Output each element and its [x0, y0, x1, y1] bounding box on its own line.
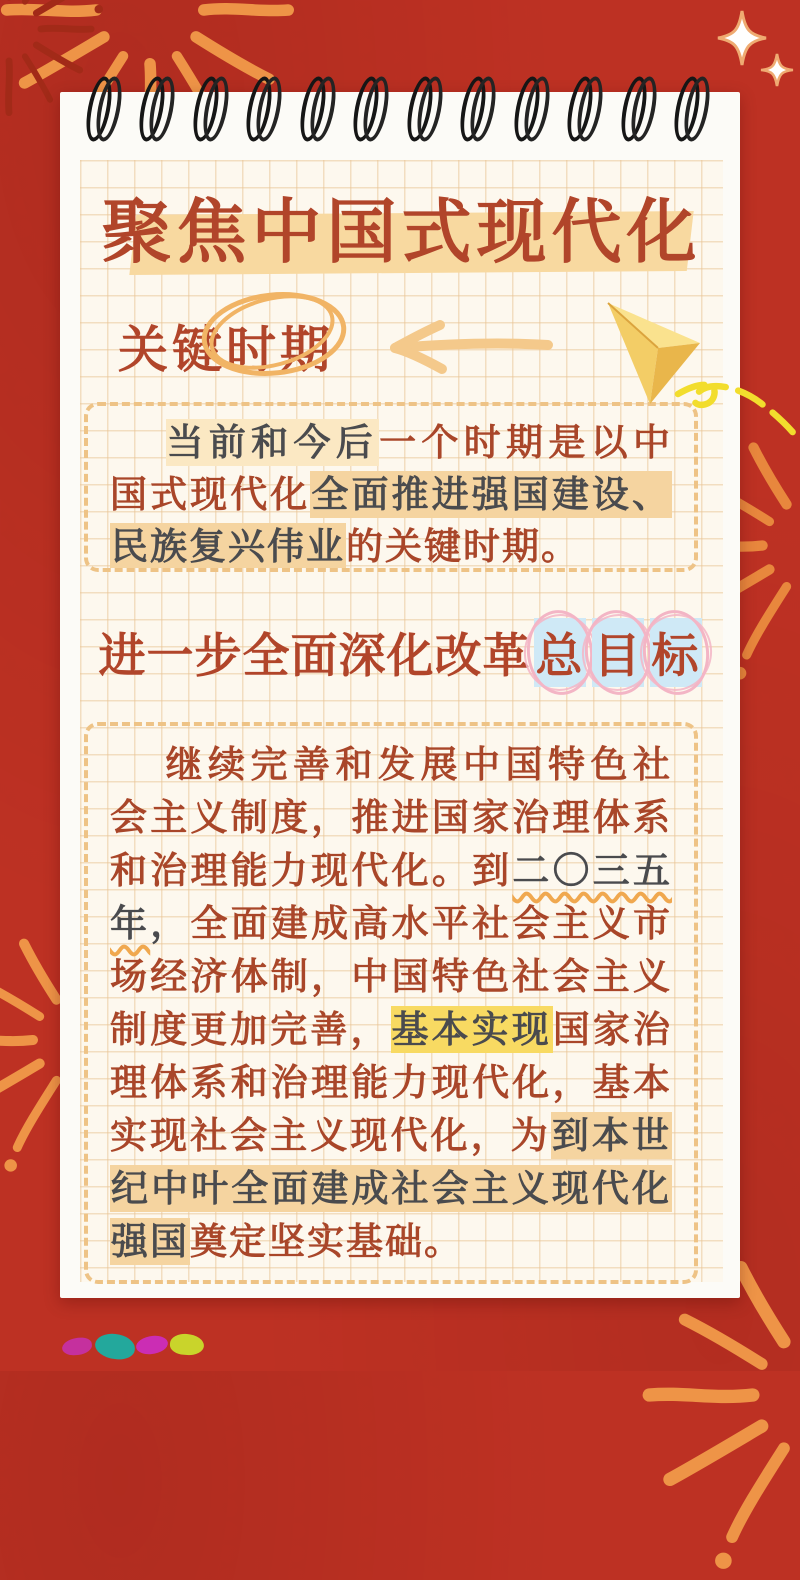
circled-char: 总	[534, 618, 586, 687]
text-segment: 当前和今后	[166, 419, 380, 466]
text-segment: 全面建成高水平社会主义市场经济体制，中国特色社会主义制度更加完善，	[110, 903, 673, 1050]
spiral-ring-icon	[302, 76, 328, 138]
confetti-icon	[94, 1332, 136, 1361]
page-title: 聚焦中国式现代化	[101, 193, 702, 271]
spiral-ring-icon	[516, 76, 542, 138]
section-heading-key-period: 关键时期	[118, 322, 334, 378]
spiral-ring-icon	[355, 76, 381, 138]
text-segment: 一个时期是以中国式现代化	[110, 422, 673, 515]
confetti-icon	[135, 1335, 168, 1356]
spiral-ring-icon	[462, 76, 488, 138]
text-segment: 国家治理体系和治理能力现代化，基本实现社会主义现代化，为	[110, 1009, 673, 1156]
ellipse-scribble-icon	[198, 286, 350, 382]
circled-char: 目	[592, 618, 644, 687]
section-heading-reform-goal	[80, 618, 723, 687]
spiral-ring-icon	[141, 76, 167, 138]
confetti-icon	[61, 1336, 93, 1357]
spiral-ring-icon	[676, 76, 702, 138]
spiral-ring-icon	[195, 76, 221, 138]
spiral-ring-icon	[569, 76, 595, 138]
reform-goal-note-box	[84, 722, 698, 1284]
text-segment: 全面推进强国建设、民族复兴伟业	[110, 471, 672, 570]
spiral-ring-icon	[623, 76, 649, 138]
text-segment: 到本世纪中叶全面建成社会主义现代化强国	[110, 1112, 672, 1265]
spiral-ring-icon	[409, 76, 435, 138]
confetti-icon	[169, 1333, 204, 1356]
text-segment: 基本实现	[391, 1006, 553, 1053]
squiggle-line-icon	[672, 378, 800, 450]
text-segment: 二〇三五年	[110, 850, 673, 944]
text-segment: 奠定坚实基础。	[190, 1221, 463, 1262]
key-period-text	[110, 417, 672, 572]
reform-goal-text	[110, 738, 672, 1268]
heading-text: 进一步全面深化改革	[98, 629, 531, 682]
spiral-ring-icon	[88, 76, 114, 138]
spiral-ring-icon	[248, 76, 274, 138]
text-segment: 继续完善和发展中国特色社会主义制度，推进国家治理体系和治理能力现代化。到	[110, 744, 672, 891]
text-segment: ，	[150, 903, 191, 944]
circled-char: 标	[650, 618, 702, 687]
arrow-left-icon	[370, 318, 555, 374]
spiral-binding	[88, 76, 702, 138]
text-segment: 的关键时期。	[346, 526, 580, 567]
key-period-note-box	[84, 402, 698, 572]
